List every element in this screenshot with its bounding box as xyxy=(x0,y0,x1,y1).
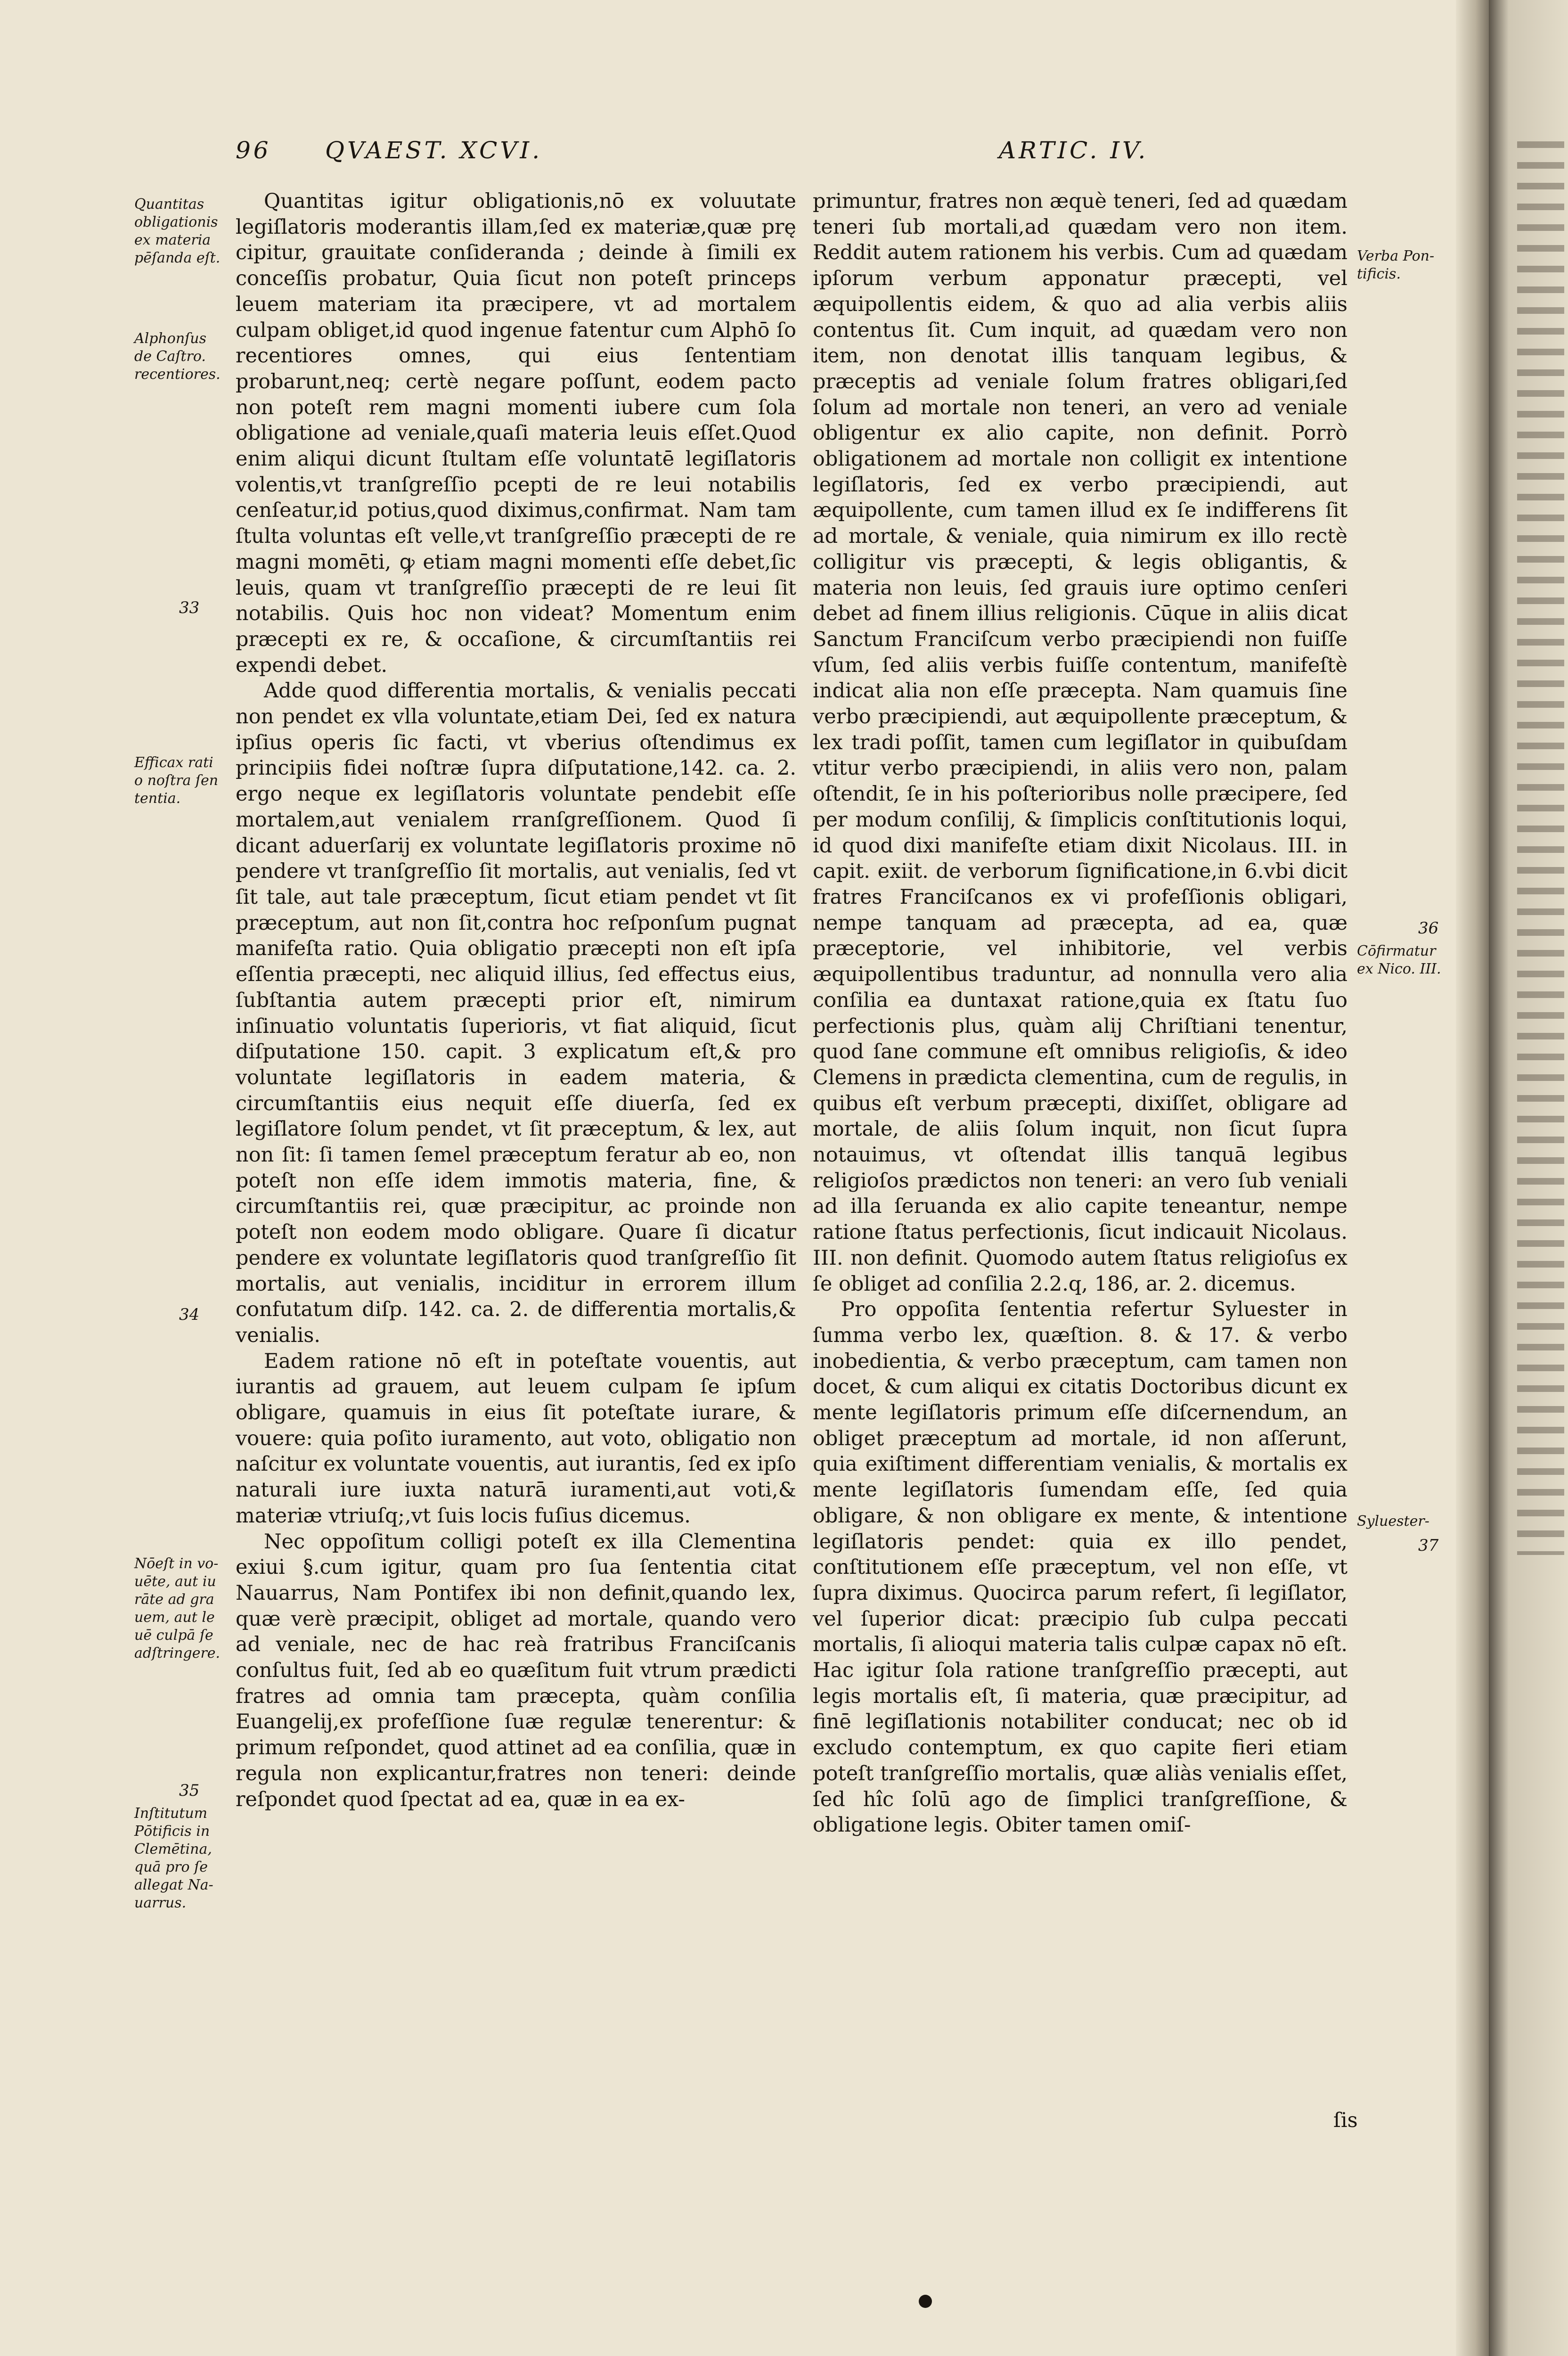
left-text-column xyxy=(236,188,796,1812)
paragraph: Pro oppoſita ſententia refertur Syluester in ſumma verbo lex, quæſtion. 8. & 17. & verbo inobedientia, & verbo præceptum, cam tamen non docet, & cum aliqui ex citatis Doctoribus dicunt ex mente legiſlatoris primum eſſe diſcernendum, an obliget præceptum ad mortale, id non aſſerunt, quia exiſtiment differentiam venialis, & mortalis ex mente legiſlatoris ſumendam eſſe, ſed quia obligare, & non obligare ex mente, & intentione legiſlatoris pendet: quia ex illo pendet, conſtitutionem eſſe præceptum, vel non eſſe, vt ſupra diximus. Quocirca parum refert, ſi legiſlator, vel ſuperior dicat: præcipio ſub culpa peccati mortalis, ſi alioqui materia talis culpæ capax nō eſt. Hac igitur ſola ratione tranſgreſſio præcepti, aut legis mortalis eſt, ſi materia, quæ præcipitur, ad finē legiſlationis notabiliter conducat; nec ob id excludo contemptum, ex quo capite fieri etiam poteſt tranſgreſſio mortalis, quæ aliàs venialis eſſet, ſed hîc ſolū ago de ſimplici tranſgreſſione, & obligatione legis. Obiter tamen omiſ- xyxy=(813,1298,1348,1837)
adjacent-page-edge xyxy=(1489,0,1568,2356)
page-number: 96 xyxy=(236,137,271,164)
margin-note: Inſtitutum Pōtificis in Clemētina, quā pro ſe allegat Na- uarrus. xyxy=(134,1805,213,1911)
adjacent-page-text xyxy=(1517,141,1564,1555)
margin-note: Nōeſt in vo- uēte, aut iu rāte ad gra uem, aut le uē culpā ſe adſtringere. xyxy=(134,1555,220,1661)
margin-note: Efficax rati o noſtra ſen tentia. xyxy=(134,754,219,807)
right-text-column xyxy=(813,188,1348,1838)
question-heading: QVAEST. XCVI. xyxy=(325,137,543,164)
margin-number: 33 xyxy=(179,598,200,617)
paragraph: Nec oppoſitum colligi poteſt ex illa Clementina exiui §.cum igitur, quam pro ſua ſententia citat Nauarrus, Nam Pontifex ibi non definit,quando lex, quæ verè præcipit, obliget ad mortale, quando vero ad veniale, nec de hac reà fratribus Franciſcanis conſultus fuit, ſed ab eo quæſitum fuit vtrum prædicti fratres ad omnia tam præcepta, quàm conſilia Euangelij,ex profeſſione ſuæ regulæ tenerentur: & primum reſpondet, quod attinet ad ea conſilia, quæ in regula non explicantur,fratres non teneri: deinde reſpondet quod ſpectat ad ea, quæ in ea ex- xyxy=(236,1530,796,1811)
margin-number: 34 xyxy=(179,1305,200,1324)
margin-note: Alphonſus de Caſtro. recentiores. xyxy=(134,330,220,383)
running-header xyxy=(236,137,1300,179)
article-heading: ARTIC. IV. xyxy=(999,137,1149,164)
paragraph: Adde quod differentia mortalis, & venialis peccati non pendet ex vlla voluntate,etiam Dei, ſed ex natura ipſius operis ſic facti, vt vberius oſtendimus ex principiis fidei noſtræ ſupra diſputatione,142. ca. 2. ergo neque ex legiſlatoris voluntate pendebit eſſe mortalem,aut venialem rranſgreſſionem. Quod ſi dicant aduerſarij ex voluntate legiſlatoris proxime nō pendere vt tranſgreſſio ſit mortalis, aut venialis, ſed vt ſit tale, aut tale præceptum, ſicut etiam pendet vt ſit præceptum, aut non ſit,contra hoc reſponſum pugnat manifeſta ratio. Quia obligatio præcepti non eſt ipſa eſſentia præcepti, nec aliquid illius, ſed effectus eius, ſubſtantia autem præcepti prior eſt, nimirum inſinuatio voluntatis ſuperioris, vt fiat aliquid, ſicut diſputatione 150. capit. 3 explicatum eſt,& pro voluntate legiſlatoris in eadem materia, & circumſtantiis eius nequit eſſe diuerſa, ſed ex legiſlatore ſolum pendet, vt ſit præceptum, & lex, aut non ſit: ſi tamen ſemel præceptum feratur ab eo, non poteſt non eſſe idem immotis materia, fine, & circumſtantiis rei, quæ præcipitur, ac proinde non poteſt non eodem modo obligare. Quare ſi dicatur pendere ex voluntate legiſlatoris quod tranſgreſſio ſit mortalis, aut venialis, inciditur in errorem illum confutatum diſp. 142. ca. 2. de differentia mortalis,& venialis. xyxy=(236,679,796,1347)
margin-note: Verba Pon- tificis. xyxy=(1357,248,1435,282)
paragraph: Eadem ratione nō eſt in poteſtate vouentis, aut iurantis ad grauem, aut leuem culpam ſe ipſum obligare, quamuis in eius ſit poteſtate iurare, & vouere: quia poſito iuramento, aut voto, obligatio non naſcitur ex voluntate vouentis, aut iurantis, ſed ex ipſo naturali iure iuxta naturā iuramenti,aut voti,& materiæ vtriuſq;,vt ſuis locis fuſius dicemus. xyxy=(236,1349,796,1528)
catchword: ſis xyxy=(1333,2109,1358,2132)
margin-number: 37 xyxy=(1418,1536,1439,1555)
ornament-icon xyxy=(919,2295,932,2308)
paragraph: Quantitas igitur obligationis,nō ex voluutate legiſlatoris moderantis illam,ſed ex materiæ,quæ prę cipitur, grauitate conſideranda ; deinde à ſimili ex conceſſis probatur, Quia ſicut non poteſt princeps leuem materiam ita præcipere, vt ad mortalem culpam obliget,id quod ingenue fatentur cum Alphō ſo recentiores omnes, qui eius ſententiam probarunt,neq; certè negare poſſunt, eodem pacto non poteſt rem magni momenti iubere cum ſola obligatione ad veniale,quaſi materia leuis eſſet.Quod enim aliqui dicunt ſtultam eſſe voluntatē legiſlatoris volentis,vt tranſgreſſio pcepti de re leui notabilis cenſeatur,id potius,quod diximus,confirmat. Nam tam ſtulta voluntas eſt velle,vt tranſgreſſio præcepti de re magni momēti, ꝙ etiam magni momenti eſſe debet,ſic leuis, quam vt tranſgreſſio præcepti de re leui ſit notabilis. Quis hoc non videat? Momentum enim præcepti ex re, & occaſione, & circumſtantiis rei expendi debet. xyxy=(236,189,796,677)
book-gutter xyxy=(1456,0,1489,2356)
margin-note: Syluester- xyxy=(1357,1513,1429,1530)
margin-number: 36 xyxy=(1418,919,1439,938)
paragraph: primuntur, fratres non æquè teneri, ſed ad quædam teneri ſub mortali,ad quædam vero non item. Reddit autem rationem his verbis. Cum ad quædam ipſorum verbum apponatur præcepti, vel æquipollentis eidem, & quo ad alia verbis aliis contentus ſit. Cum inquit, ad quædam vero non item, non denotat illis tanquam legibus, & præceptis ad veniale ſolum fratres obligari,ſed ſolum ad mortale non teneri, an vero ad veniale obligentur ex alio capite, non definit. Porrò obligationem ad mortale non colligit ex intentione legiſlatoris, ſed ex verbo præcipiendi, aut æquipollente, cum tamen illud ex ſe indifferens ſit ad mortale, & veniale, quia nimirum ex illo rectè colligitur vis præcepti, & legis obligantis, & materia non leuis, ſed grauis iure optimo cenſeri debet ad finem illius religionis. Cūque in aliis dicat Sanctum Franciſcum verbo præcipiendi non fuiſſe vſum, ſed aliis verbis fuiſſe contentum, manifeſtè indicat alia non eſſe præcepta. Nam quamuis ſine verbo præcipiendi, aut æquipollente præceptum, & lex tradi poſſit, tamen cum legiſlator in quibuſdam vtitur verbo præcipiendi, in aliis vero non, palam oſtendit, ſe in his poſterioribus nolle præcipere, ſed per modum conſilij, & ſimplicis conſtitutionis loqui, id quod dixi manifeſte etiam dixit Nicolaus. III. in capit. exiit. de verborum ſignificatione,in 6.vbi dicit fratres Franciſcanos ex vi profeſſionis obligari, nempe tanquam ad præcepta, ad ea, quæ præceptorie, vel inhibitorie, vel verbis æquipollentibus traduntur, ad nonnulla vero alia conſilia ea duntaxat ratione,quia ex ſtatu ſuo perfectionis plus, quàm alij Chriſtiani tenentur, quod ſane commune eſt omnibus religioſis, & ideo Clemens in prædicta clementina, cum de regulis, in quibus eſt verbum præcepti, dixiſſet, obligare ad mortale, de aliis ſolum inquit, non ſicut ſupra notauimus, vt oſtendat illis tanquā legibus religioſos prædictos non teneri: an vero ſub veniali ad illa ſeruanda ex alio capite teneantur, nempe ratione ſtatus perfectionis, ſicut indicauit Nicolaus. III. non definit. Quomodo autem ſtatus religioſus ex ſe obliget ad conſilia 2.2.q, 186, ar. 2. dicemus. xyxy=(813,189,1348,1296)
margin-note: Quantitas obligationis ex materia pēſanda eſt. xyxy=(134,196,220,266)
margin-note: Cōfirmatur ex Nico. III. xyxy=(1357,943,1441,977)
margin-number: 35 xyxy=(179,1781,200,1800)
